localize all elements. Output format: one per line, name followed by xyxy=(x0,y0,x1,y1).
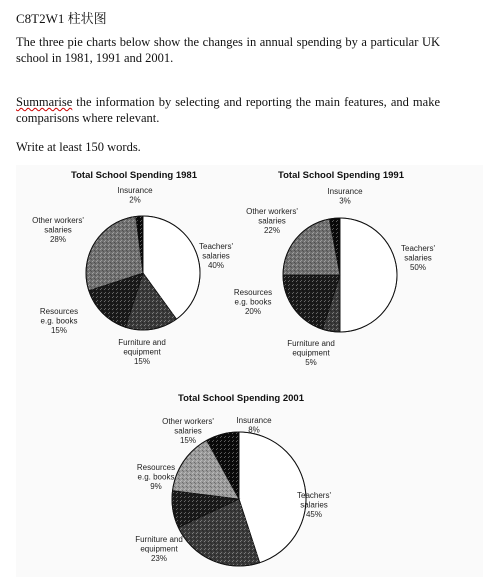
slice-label-resources-e-g-books xyxy=(137,463,175,491)
slice-value-label: 50% xyxy=(409,263,427,272)
slice-value-label: 8% xyxy=(248,425,260,435)
chart-title: Total School Spending 1981 xyxy=(71,170,197,181)
slice-name-line: Other workers' xyxy=(162,417,214,426)
slice-value-label: 28% xyxy=(49,235,67,244)
slice-name-line: Insurance xyxy=(117,186,153,195)
slice-label-furniture-and-equipment xyxy=(135,535,183,563)
slice-value-label: 15% xyxy=(179,436,197,445)
slice-label-teachers-salaries xyxy=(401,244,435,272)
slice-name-line: salaries xyxy=(174,426,202,436)
slice-name-line: salaries xyxy=(202,251,230,261)
slice-label-insurance xyxy=(327,187,363,206)
task-paragraph-2-rest: the information by selecting and reporting the main features, and make comparisons where relevant. xyxy=(16,95,440,125)
slice-name-line: Insurance xyxy=(327,187,363,196)
slice-label-other-workers-salaries xyxy=(32,216,84,244)
slice-label-resources-e-g-books xyxy=(40,307,78,335)
slice-value-label: 3% xyxy=(339,196,351,206)
slice-name-line: Teachers' xyxy=(401,244,435,253)
slice-name-line: Other workers' xyxy=(32,216,84,225)
slice-name-line: salaries xyxy=(300,500,328,510)
chart-title: Total School Spending 2001 xyxy=(178,393,304,404)
slice-label-other-workers-salaries xyxy=(246,207,298,235)
slice-name-line: salaries xyxy=(258,216,286,226)
slice-name-line: e.g. books xyxy=(137,472,175,482)
slice-label-furniture-and-equipment xyxy=(118,338,166,366)
pie-chart-2 xyxy=(234,170,436,367)
task-paragraph-2-first-word: Summarise xyxy=(16,95,73,109)
charts-panel xyxy=(16,165,483,577)
pie-charts xyxy=(16,165,483,577)
slice-value-label: 40% xyxy=(207,261,225,270)
slice-label-resources-e-g-books xyxy=(234,288,272,316)
pie-chart-3 xyxy=(135,393,331,566)
slice-value-label: 23% xyxy=(150,554,168,563)
chart-title: Total School Spending 1991 xyxy=(278,170,404,181)
slice-name-line: Teachers' xyxy=(297,491,331,500)
slice-name-line: salaries xyxy=(44,225,72,235)
document-header: C8T2W1 柱状图 xyxy=(16,11,107,26)
slice-name-line: equipment xyxy=(123,347,161,357)
pie-slice-teachers-salaries xyxy=(340,218,397,332)
slice-name-line: e.g. books xyxy=(40,316,78,326)
slice-name-line: Furniture and xyxy=(287,339,335,348)
slice-name-line: equipment xyxy=(292,348,330,358)
slice-value-label: 9% xyxy=(150,482,162,491)
pie-chart-1 xyxy=(32,170,233,366)
slice-label-furniture-and-equipment xyxy=(287,339,335,367)
slice-value-label: 15% xyxy=(50,326,68,335)
slice-value-label: 45% xyxy=(305,510,323,519)
slice-label-teachers-salaries xyxy=(199,242,233,270)
slice-name-line: e.g. books xyxy=(234,297,272,307)
slice-value-label: 15% xyxy=(133,357,151,366)
slice-name-line: equipment xyxy=(140,544,178,554)
slice-name-line: salaries xyxy=(404,253,432,263)
task-paragraph-3: Write at least 150 words. xyxy=(16,140,141,154)
slice-name-line: Teachers' xyxy=(199,242,233,251)
slice-value-label: 22% xyxy=(263,226,281,235)
slice-label-insurance xyxy=(117,186,153,205)
slice-value-label: 2% xyxy=(129,195,141,205)
slice-name-line: Resources xyxy=(136,463,176,472)
slice-name-line: Resources xyxy=(233,288,273,297)
slice-name-line: Resources xyxy=(39,307,79,316)
slice-value-label: 5% xyxy=(305,358,317,367)
slice-value-label: 20% xyxy=(244,307,262,316)
slice-name-line: Insurance xyxy=(236,416,272,425)
slice-name-line: Other workers' xyxy=(246,207,298,216)
slice-name-line: Furniture and xyxy=(135,535,183,544)
slice-name-line: Furniture and xyxy=(118,338,166,347)
task-paragraph-1: The three pie charts below show the changes in annual spending by a particular UK school in 1981, 1991 and 2001. xyxy=(16,35,440,65)
task-paragraph-2 xyxy=(16,94,440,126)
